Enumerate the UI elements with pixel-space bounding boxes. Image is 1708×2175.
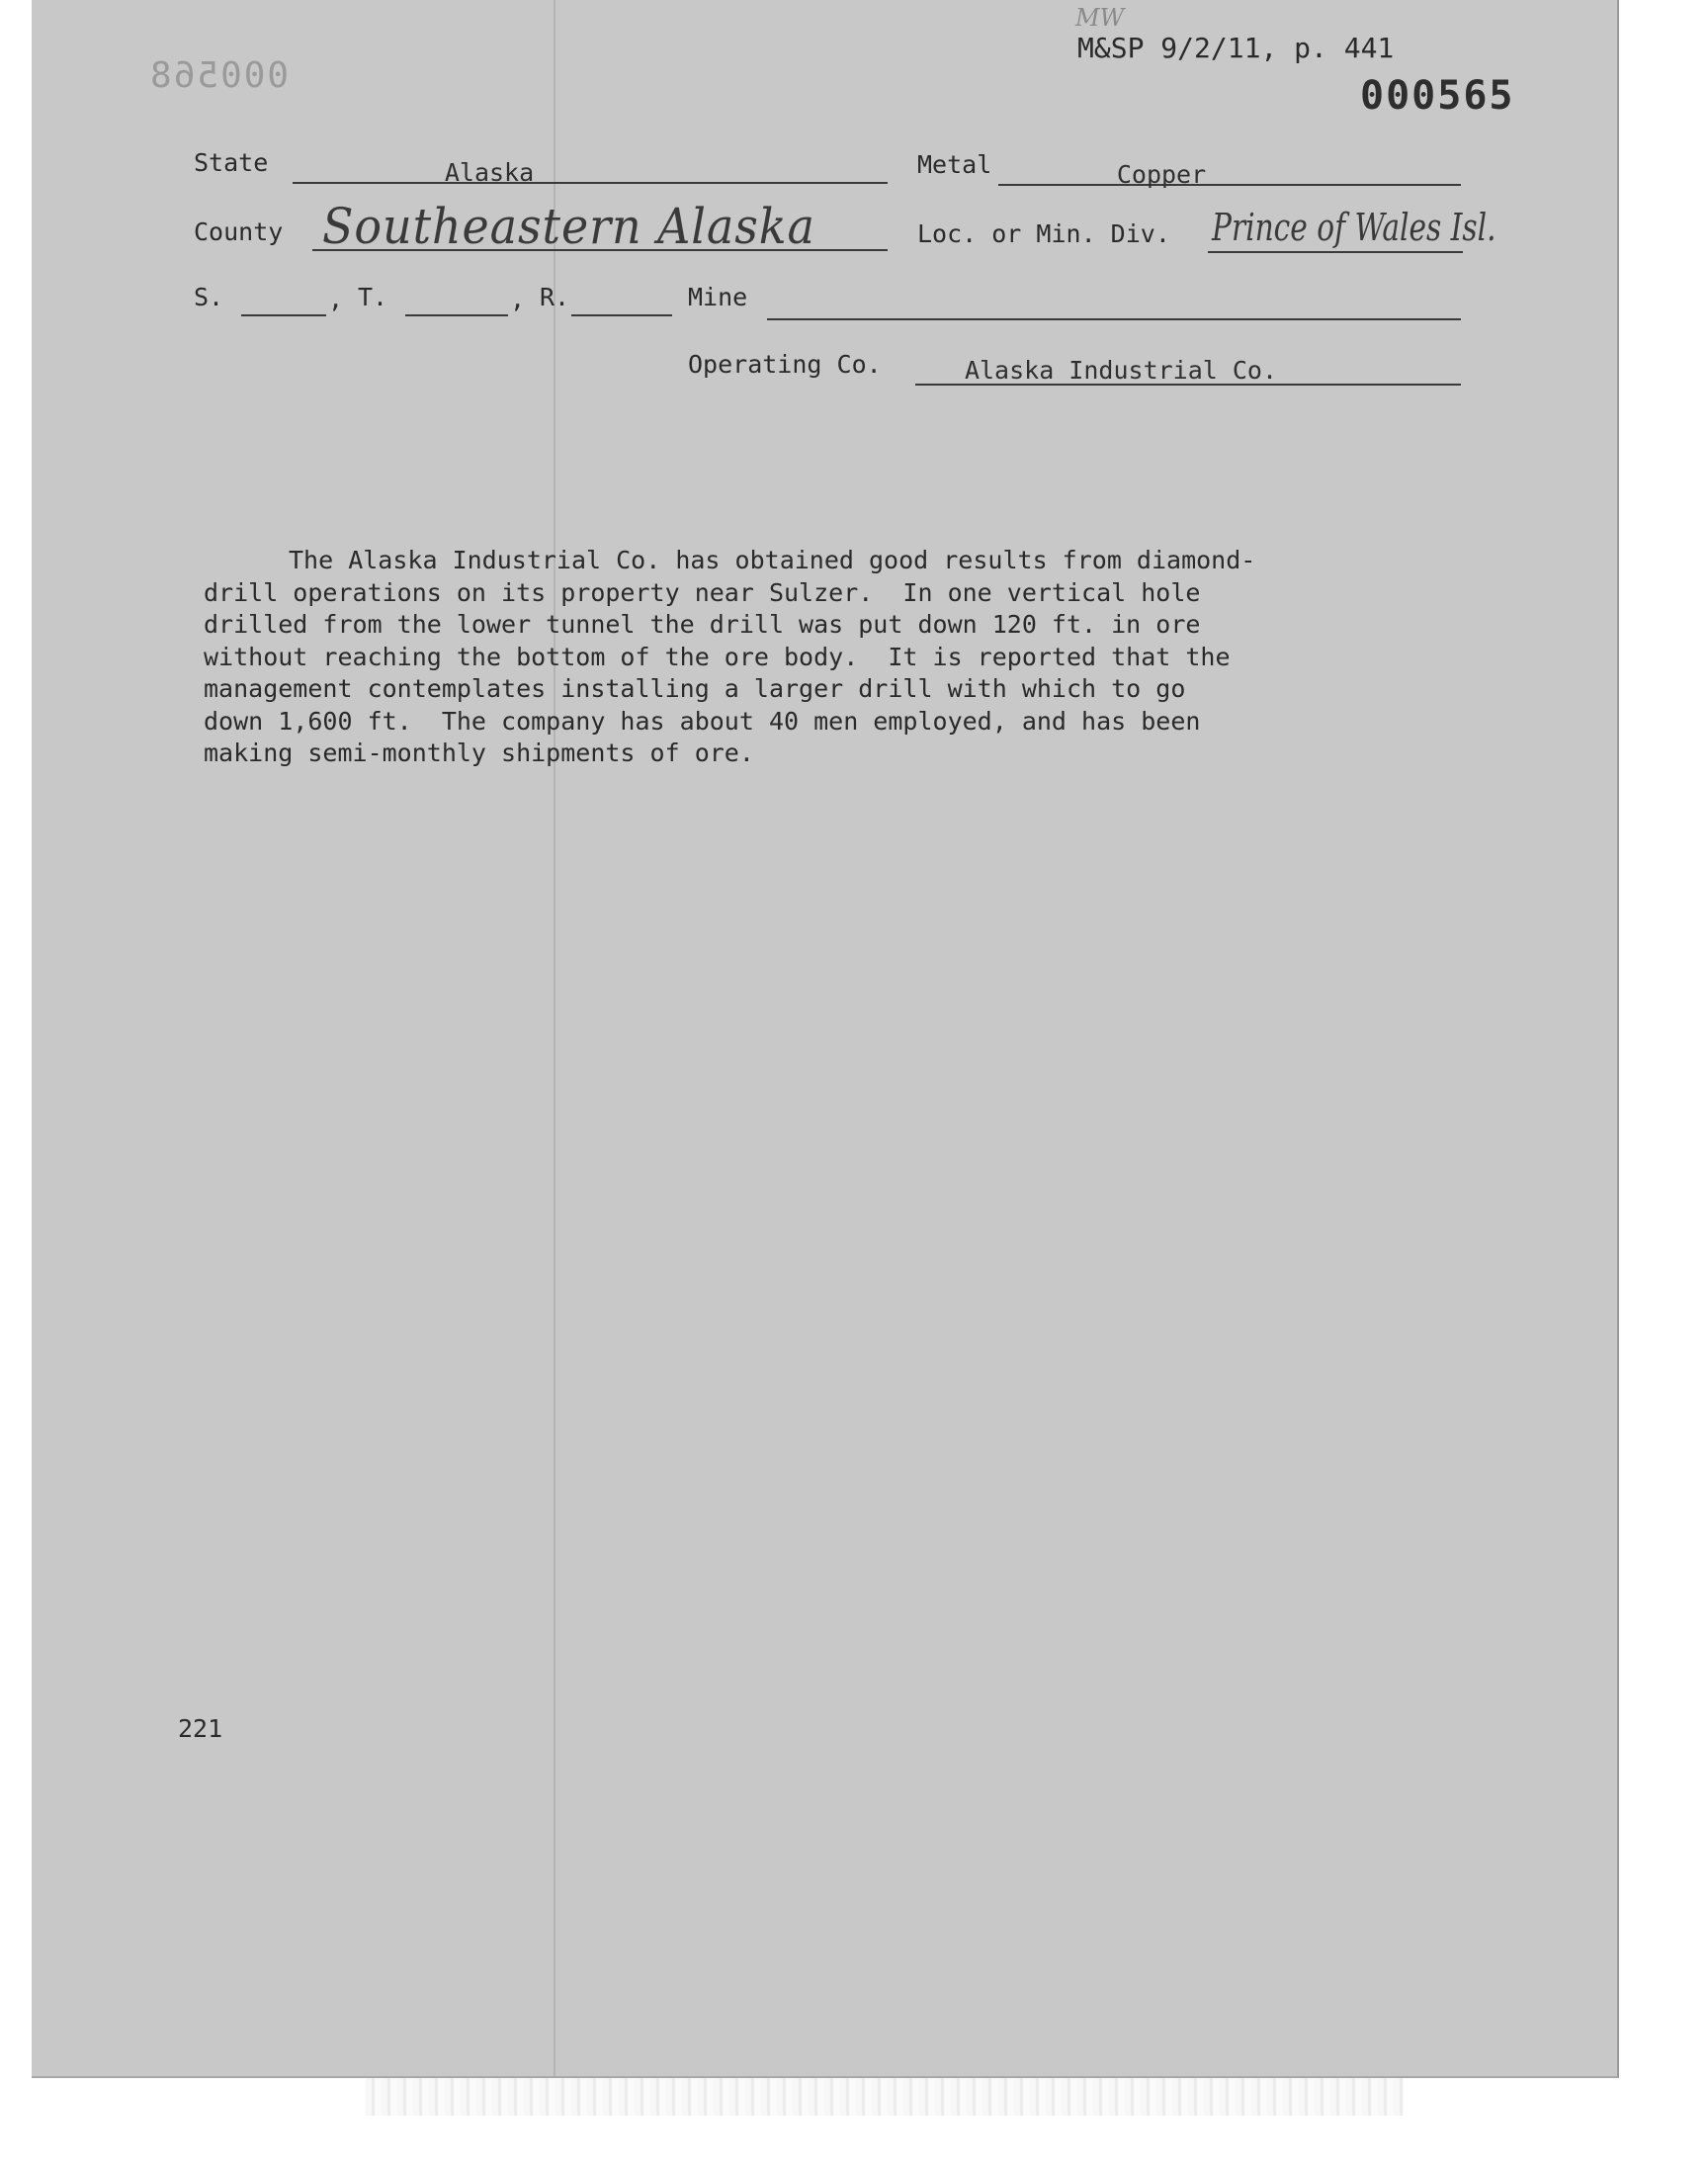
range-underline (571, 314, 672, 316)
state-label: State (194, 148, 269, 177)
paragraph-line-1: The Alaska Industrial Co. has obtained good results from diamond- (289, 546, 1256, 574)
county-label: County (194, 218, 284, 246)
metal-label: Metal (917, 150, 992, 179)
metal-value: Copper (1116, 160, 1207, 189)
section-label: S. (194, 283, 224, 311)
state-value: Alaska (444, 158, 535, 187)
document-page (32, 0, 1619, 2078)
mw-initials: MW (1075, 4, 1125, 32)
county-value-handwritten: Southeastern Alaska (322, 198, 815, 255)
loc-underline (1208, 251, 1463, 253)
operating-co-value: Alaska Industrial Co. (964, 356, 1278, 385)
page-number: 221 (178, 1714, 223, 1743)
paragraph-line-6: down 1,600 ft. The company has about 40 men employed, and has been (204, 706, 1201, 736)
paragraph-line-3: drilled from the lower tunnel the drill was put down 120 ft. in ore (204, 610, 1201, 639)
township-label: T. (358, 283, 388, 311)
township-underline (405, 314, 508, 316)
paragraph-line-4: without reaching the bottom of the ore body. It is reported that the (204, 642, 1231, 671)
loc-label: Loc. or Min. Div. (917, 219, 1170, 248)
section-underline (241, 314, 326, 316)
separator-comma-1: , (328, 285, 344, 313)
mine-underline (767, 318, 1461, 320)
report-paragraph (204, 545, 1390, 802)
paragraph-line-5: management contemplates installing a larger drill with which to go (204, 674, 1186, 703)
operating-co-label: Operating Co. (688, 350, 882, 379)
loc-value-handwritten: Prince of Wales Isl. (1212, 206, 1496, 249)
stamp-number-left-faint: 000568 (148, 55, 290, 96)
reference-citation: M&SP 9/2/11, p. 441 (1077, 32, 1395, 64)
stamp-number-right: 000565 (1360, 73, 1515, 119)
paragraph-line-7: making semi-monthly shipments of ore. (204, 739, 754, 767)
scan-edge-strip (366, 2078, 1404, 2116)
mine-label: Mine (688, 283, 748, 311)
separator-comma-2: , (510, 285, 526, 313)
paragraph-line-2: drill operations on its property near Sulzer. In one vertical hole (204, 577, 1201, 607)
range-label: R. (540, 283, 570, 311)
